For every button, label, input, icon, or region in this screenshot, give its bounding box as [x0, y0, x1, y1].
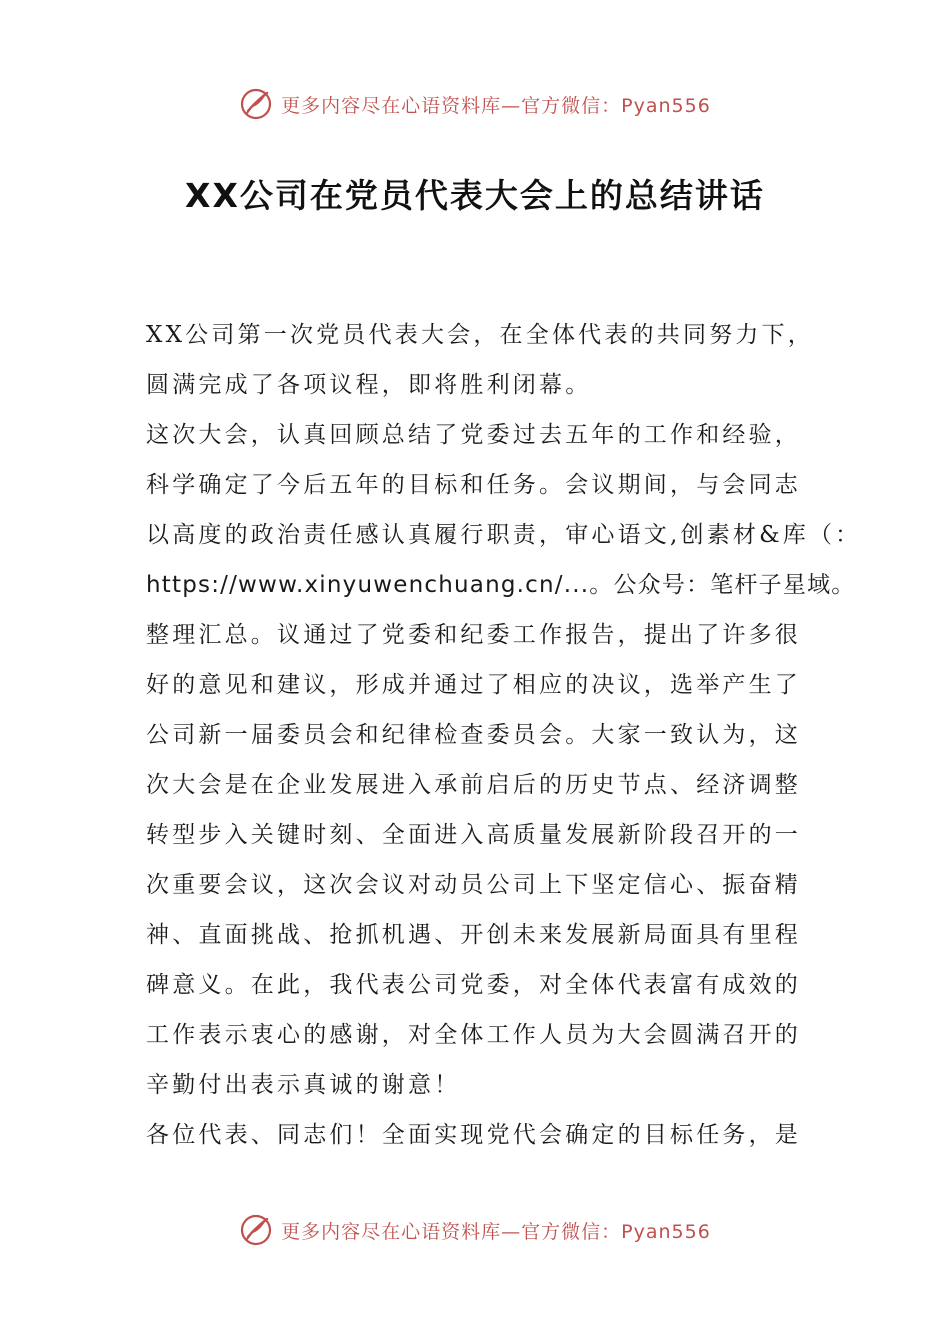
body-line: 次重要会议，这次会议对动员公司上下坚定信心、振奋精	[146, 872, 801, 898]
body-line: 次大会是在企业发展进入承前启后的历史节点、经济调整	[146, 772, 801, 798]
body-line-url: https://www.xinyuwenchuang.cn/...。公众号：笔杆子星域。	[146, 572, 856, 598]
body-line: 辛勤付出表示真诚的谢意！	[146, 1072, 461, 1098]
body-line: 各位代表、同志们！全面实现党代会确定的目标任务，是	[146, 1122, 801, 1148]
document-title: XX公司在党员代表大会上的总结讲话	[185, 176, 765, 215]
body-line: 公司新一届委员会和纪律检查委员会。大家一致认为，这	[146, 722, 801, 748]
body-line: 好的意见和建议，形成并通过了相应的决议，选举产生了	[146, 672, 801, 698]
body-line: 以高度的政治责任感认真履行职责，审心语文,创素材&库（：	[146, 522, 862, 548]
header-banner-text	[281, 91, 711, 118]
body-line: 科学确定了今后五年的目标和任务。会议期间，与会同志	[146, 472, 801, 498]
body-line: 工作表示衷心的感谢，对全体工作人员为大会圆满召开的	[146, 1022, 801, 1048]
body-line: XX公司第一次党员代表大会，在全体代表的共同努力下，	[146, 322, 814, 348]
header-banner-label: 更多内容尽在心语资料库—官方微信：	[281, 94, 622, 117]
footer-banner-label: 更多内容尽在心语资料库—官方微信：	[281, 1220, 622, 1243]
body-line: 圆满完成了各项议程，即将胜利闭幕。	[146, 372, 592, 398]
header-wechat-id: Pyan556	[621, 94, 711, 117]
body-line: 整理汇总。议通过了党委和纪委工作报告，提出了许多很	[146, 622, 801, 648]
body-line: 碑意义。在此，我代表公司党委，对全体代表富有成效的	[146, 972, 801, 998]
body-line: 转型步入关键时刻、全面进入高质量发展新阶段召开的一	[146, 822, 801, 848]
quill-pen-logo-icon	[239, 87, 273, 121]
body-line: 神、直面挑战、抢抓机遇、开创未来发展新局面具有里程	[146, 922, 801, 948]
quill-pen-logo-icon	[239, 1213, 273, 1247]
footer-banner	[0, 1210, 950, 1250]
footer-banner-text	[281, 1217, 711, 1244]
footer-wechat-id: Pyan556	[621, 1220, 711, 1243]
header-banner	[0, 84, 950, 124]
body-line: 这次大会，认真回顾总结了党委过去五年的工作和经验，	[146, 422, 801, 448]
document-body	[146, 310, 862, 1160]
